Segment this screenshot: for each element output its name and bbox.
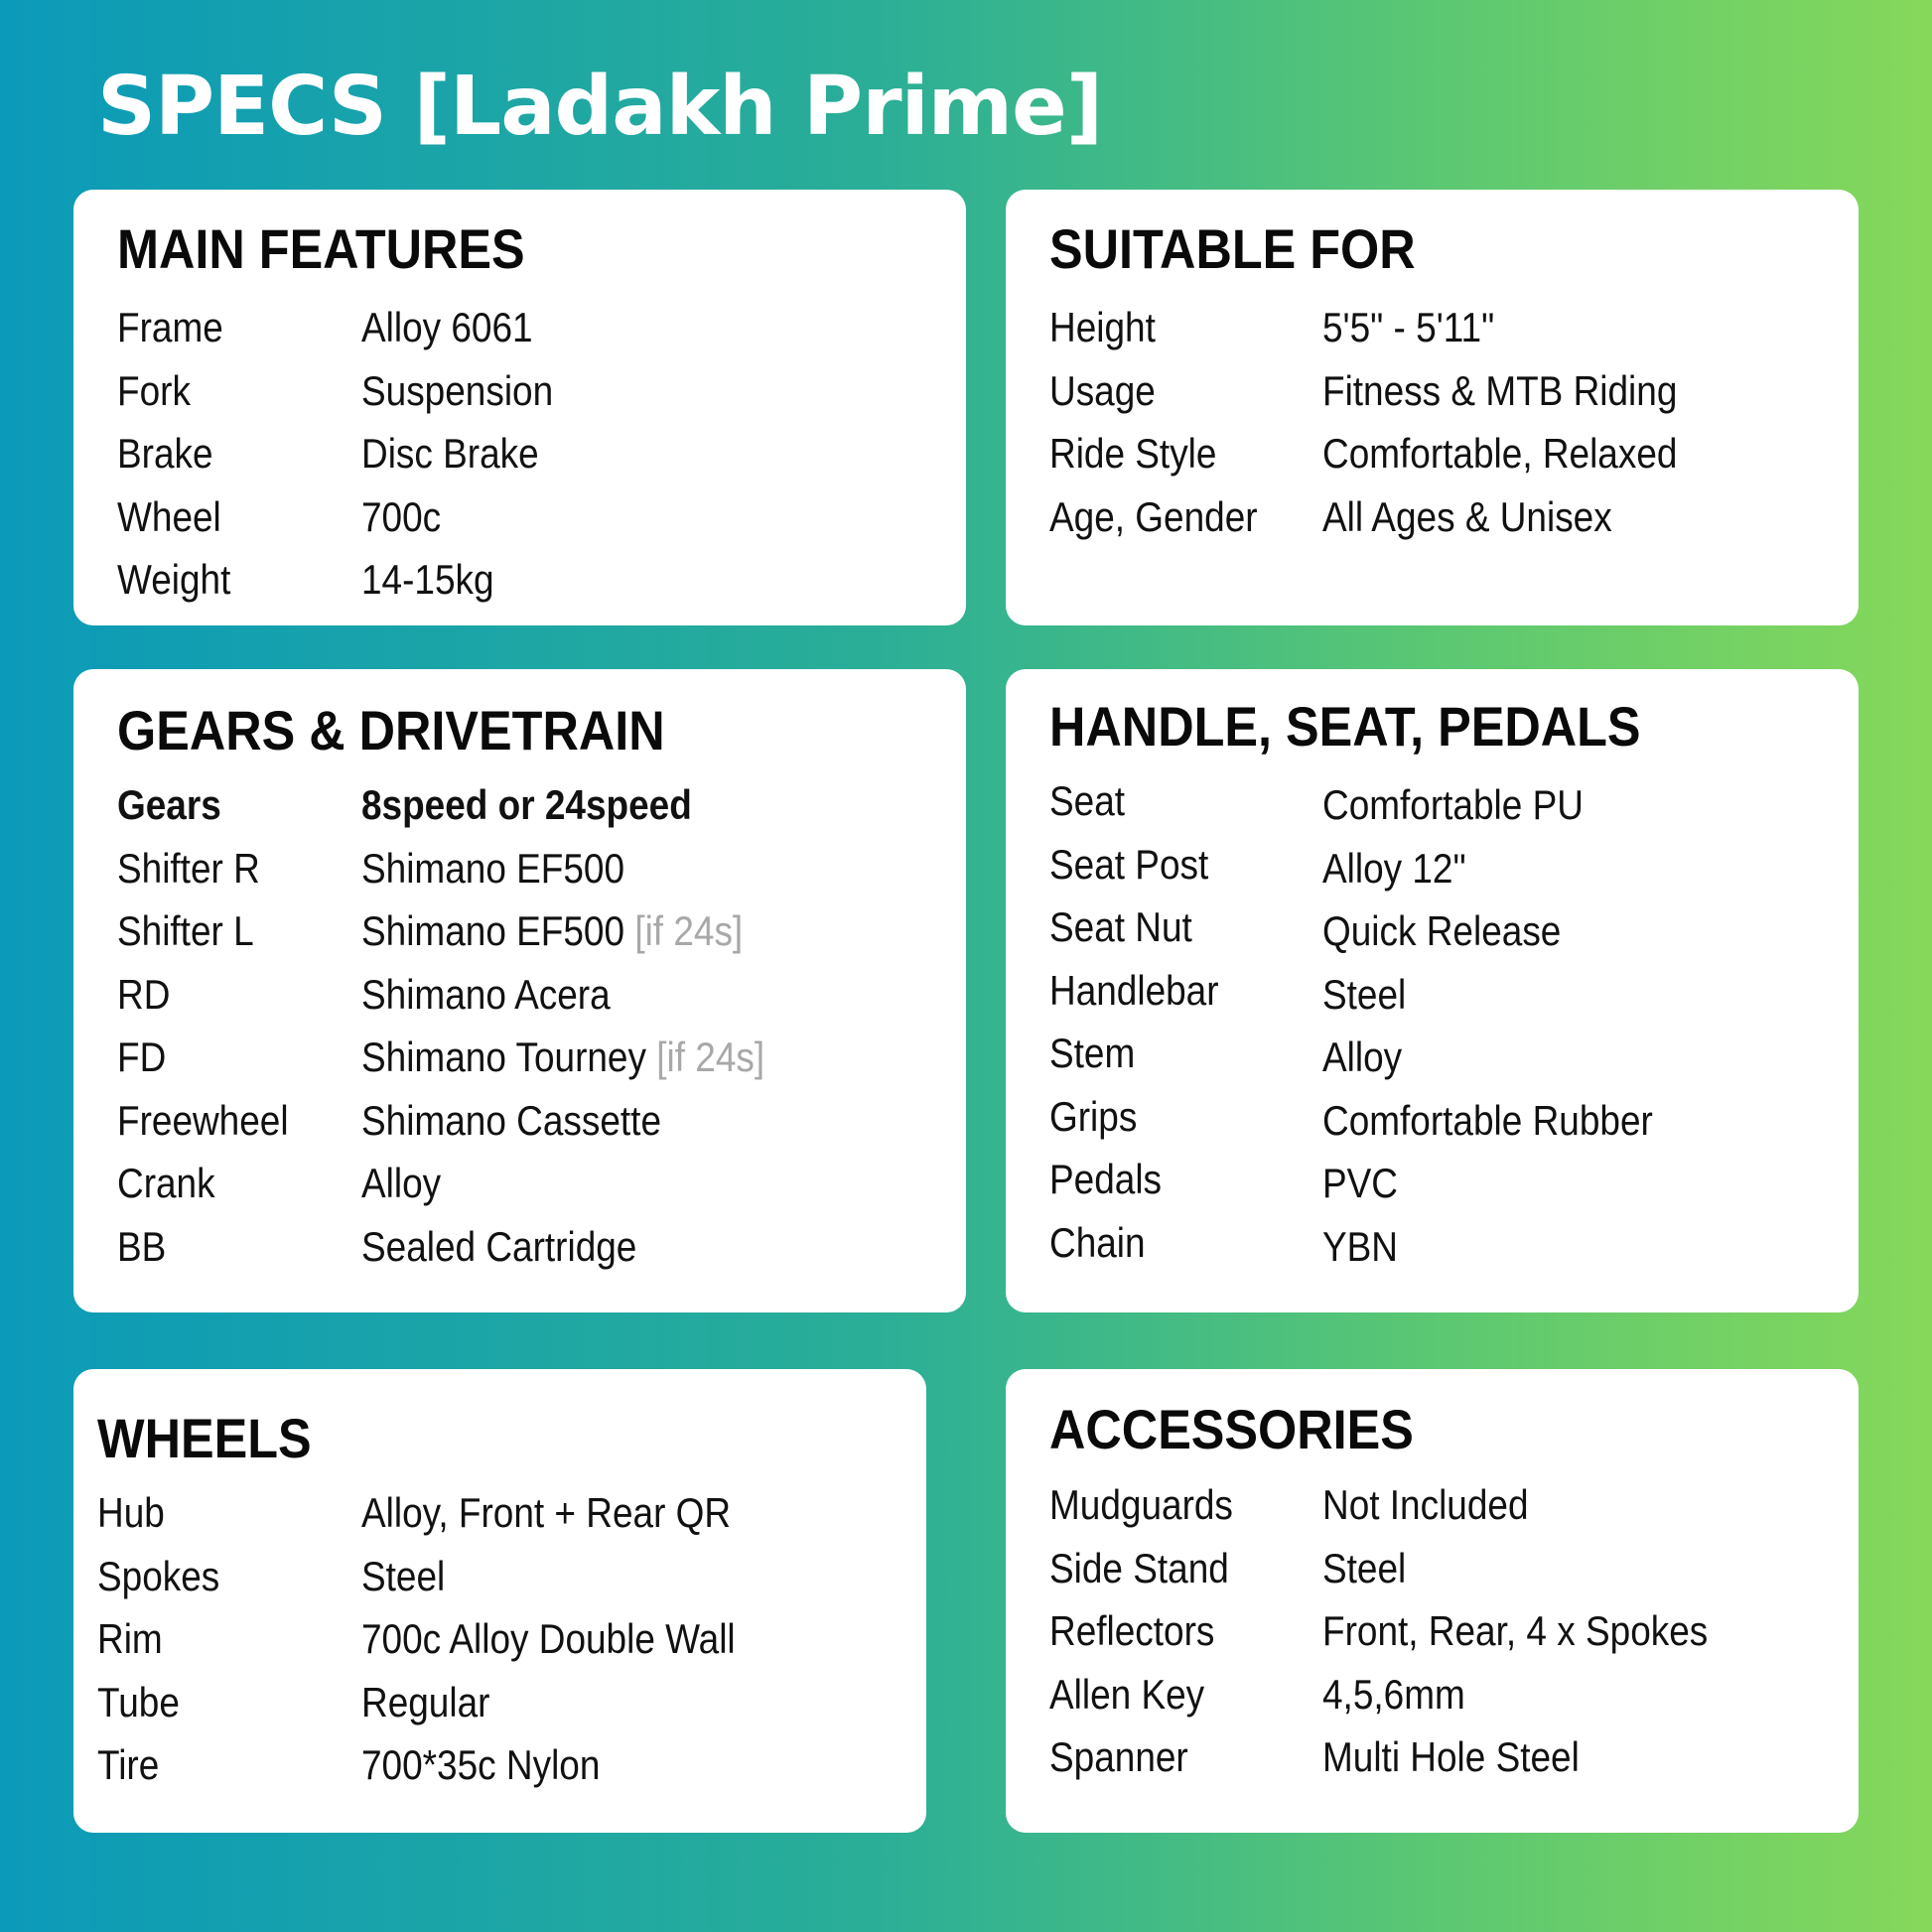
spec-note: [if 24s] bbox=[634, 907, 744, 954]
suitable-for-title: SUITABLE FOR bbox=[1049, 217, 1416, 280]
spec-key: Chain bbox=[1049, 1219, 1146, 1266]
spec-row-tire bbox=[97, 1733, 892, 1797]
gears-drivetrain-card bbox=[73, 669, 966, 1312]
spec-value: Alloy 12" bbox=[1322, 845, 1466, 892]
wheels-card bbox=[73, 1369, 926, 1833]
spec-value: 700c bbox=[361, 493, 442, 540]
spec-row-gears bbox=[117, 773, 931, 837]
spec-key: Frame bbox=[117, 304, 223, 350]
spec-value: Suspension bbox=[361, 367, 554, 414]
spec-row-seat-post bbox=[1049, 833, 1834, 897]
spec-value: Comfortable, Relaxed bbox=[1322, 430, 1678, 477]
spec-row-rd bbox=[117, 963, 931, 1027]
spec-key: Height bbox=[1049, 304, 1156, 350]
spec-value: PVC bbox=[1322, 1160, 1398, 1206]
spec-key: Stem bbox=[1049, 1030, 1136, 1076]
spec-value: Steel bbox=[1322, 971, 1407, 1018]
spec-value: Regular bbox=[361, 1679, 490, 1725]
spec-row-spokes bbox=[97, 1545, 892, 1608]
spec-value: Shimano EF500 bbox=[361, 845, 625, 892]
spec-row-allen-key bbox=[1049, 1663, 1834, 1726]
spec-value: Sealed Cartridge bbox=[361, 1223, 637, 1270]
spec-key: Mudguards bbox=[1049, 1481, 1233, 1528]
spec-key: Rim bbox=[97, 1615, 163, 1662]
spec-value: Alloy, Front + Rear QR bbox=[361, 1489, 732, 1536]
spec-key: Grips bbox=[1049, 1093, 1138, 1140]
spec-row-shifter-l bbox=[117, 899, 931, 963]
spec-key: RD bbox=[117, 971, 171, 1018]
spec-row-shifter-r bbox=[117, 837, 931, 900]
spec-row-seat bbox=[1049, 769, 1834, 833]
spec-value: 5'5" - 5'11" bbox=[1322, 304, 1495, 350]
gears-drivetrain-title: GEARS & DRIVETRAIN bbox=[117, 699, 665, 761]
spec-key: Fork bbox=[117, 367, 191, 414]
spec-key: Freewheel bbox=[117, 1097, 289, 1144]
spec-row-hub bbox=[97, 1481, 892, 1545]
spec-key: Spokes bbox=[97, 1553, 220, 1599]
spec-row-frame bbox=[117, 296, 931, 359]
spec-value: Comfortable PU bbox=[1322, 781, 1584, 828]
spec-key: Shifter R bbox=[117, 845, 260, 892]
spec-key: Seat Post bbox=[1049, 841, 1209, 888]
spec-row-rim bbox=[97, 1607, 892, 1671]
spec-value-with-note bbox=[361, 1026, 764, 1089]
spec-key: Crank bbox=[117, 1160, 215, 1206]
page-title: SPECS [Ladakh Prime] bbox=[97, 60, 1103, 154]
main-features-card bbox=[73, 190, 966, 625]
spec-key: Tire bbox=[97, 1741, 160, 1788]
spec-key: Age, Gender bbox=[1049, 493, 1258, 540]
handle-seat-pedals-card bbox=[1006, 669, 1859, 1312]
spec-key: Brake bbox=[117, 430, 213, 477]
spec-row-freewheel bbox=[117, 1089, 931, 1153]
spec-key: Pedals bbox=[1049, 1156, 1163, 1202]
spec-key: Tube bbox=[97, 1679, 180, 1725]
spec-key: Weight bbox=[117, 556, 231, 603]
spec-value: Comfortable Rubber bbox=[1322, 1097, 1653, 1144]
spec-key: Handlebar bbox=[1049, 967, 1219, 1014]
spec-key: Allen Key bbox=[1049, 1671, 1205, 1718]
spec-row-chain bbox=[1049, 1211, 1834, 1275]
spec-value: All Ages & Unisex bbox=[1322, 493, 1612, 540]
spec-value: Steel bbox=[1322, 1545, 1407, 1591]
spec-row-age-gender bbox=[1049, 485, 1834, 549]
spec-key: Seat Nut bbox=[1049, 903, 1192, 950]
wheels-title: WHEELS bbox=[97, 1407, 312, 1469]
spec-value: Alloy bbox=[361, 1160, 442, 1206]
spec-row-height bbox=[1049, 296, 1834, 359]
spec-key: Seat bbox=[1049, 777, 1126, 824]
spec-note: [if 24s] bbox=[656, 1034, 765, 1080]
spec-value: Alloy 6061 bbox=[361, 304, 533, 350]
spec-row-side-stand bbox=[1049, 1537, 1834, 1600]
spec-key: Ride Style bbox=[1049, 430, 1217, 477]
spec-value: 4,5,6mm bbox=[1322, 1671, 1465, 1718]
spec-value: 700c Alloy Double Wall bbox=[361, 1615, 736, 1662]
spec-value-with-note bbox=[361, 899, 743, 963]
spec-value: Disc Brake bbox=[361, 430, 539, 477]
spec-row-fork bbox=[117, 359, 931, 423]
spec-value: Shimano Cassette bbox=[361, 1097, 662, 1144]
spec-key: Wheel bbox=[117, 493, 221, 540]
spec-value: 8speed or 24speed bbox=[361, 781, 692, 828]
spec-row-crank bbox=[117, 1152, 931, 1215]
spec-value: Alloy bbox=[1322, 1034, 1403, 1080]
spec-key: Hub bbox=[97, 1489, 165, 1536]
spec-value: 700*35c Nylon bbox=[361, 1741, 601, 1788]
spec-row-pedals bbox=[1049, 1148, 1834, 1211]
spec-row-weight bbox=[117, 548, 931, 612]
spec-value: Front, Rear, 4 x Spokes bbox=[1322, 1607, 1709, 1654]
spec-value: Quick Release bbox=[1322, 907, 1562, 954]
main-features-title: MAIN FEATURES bbox=[117, 217, 525, 280]
spec-key: Spanner bbox=[1049, 1733, 1188, 1780]
spec-key: FD bbox=[117, 1034, 167, 1080]
spec-value: Not Included bbox=[1322, 1481, 1529, 1528]
spec-key: Usage bbox=[1049, 367, 1156, 414]
spec-row-seat-nut bbox=[1049, 896, 1834, 959]
spec-row-mudguards bbox=[1049, 1473, 1834, 1537]
spec-row-handlebar bbox=[1049, 959, 1834, 1023]
spec-value: Steel bbox=[361, 1553, 446, 1599]
spec-row-brake bbox=[117, 422, 931, 485]
spec-value: Shimano Acera bbox=[361, 971, 611, 1018]
spec-row-ride-style bbox=[1049, 422, 1834, 485]
spec-value: Shimano Tourney bbox=[361, 1034, 646, 1080]
spec-row-wheel bbox=[117, 485, 931, 549]
accessories-title: ACCESSORIES bbox=[1049, 1398, 1414, 1460]
spec-value: Fitness & MTB Riding bbox=[1322, 367, 1678, 414]
spec-value: YBN bbox=[1322, 1223, 1398, 1270]
spec-row-bb bbox=[117, 1215, 931, 1279]
spec-value: Shimano EF500 bbox=[361, 907, 625, 954]
spec-value: Multi Hole Steel bbox=[1322, 1733, 1580, 1780]
spec-row-stem bbox=[1049, 1022, 1834, 1085]
spec-row-tube bbox=[97, 1671, 892, 1734]
spec-row-fd bbox=[117, 1026, 931, 1089]
spec-key: BB bbox=[117, 1223, 167, 1270]
spec-value: 14-15kg bbox=[361, 556, 494, 603]
handle-seat-pedals-title: HANDLE, SEAT, PEDALS bbox=[1049, 695, 1641, 758]
spec-row-spanner bbox=[1049, 1725, 1834, 1789]
spec-row-grips bbox=[1049, 1085, 1834, 1149]
spec-key: Reflectors bbox=[1049, 1607, 1215, 1654]
spec-row-reflectors bbox=[1049, 1599, 1834, 1663]
spec-key: Shifter L bbox=[117, 907, 254, 954]
spec-row-usage bbox=[1049, 359, 1834, 423]
accessories-card bbox=[1006, 1369, 1859, 1833]
spec-key: Gears bbox=[117, 781, 221, 828]
spec-key: Side Stand bbox=[1049, 1545, 1229, 1591]
suitable-for-card bbox=[1006, 190, 1859, 625]
